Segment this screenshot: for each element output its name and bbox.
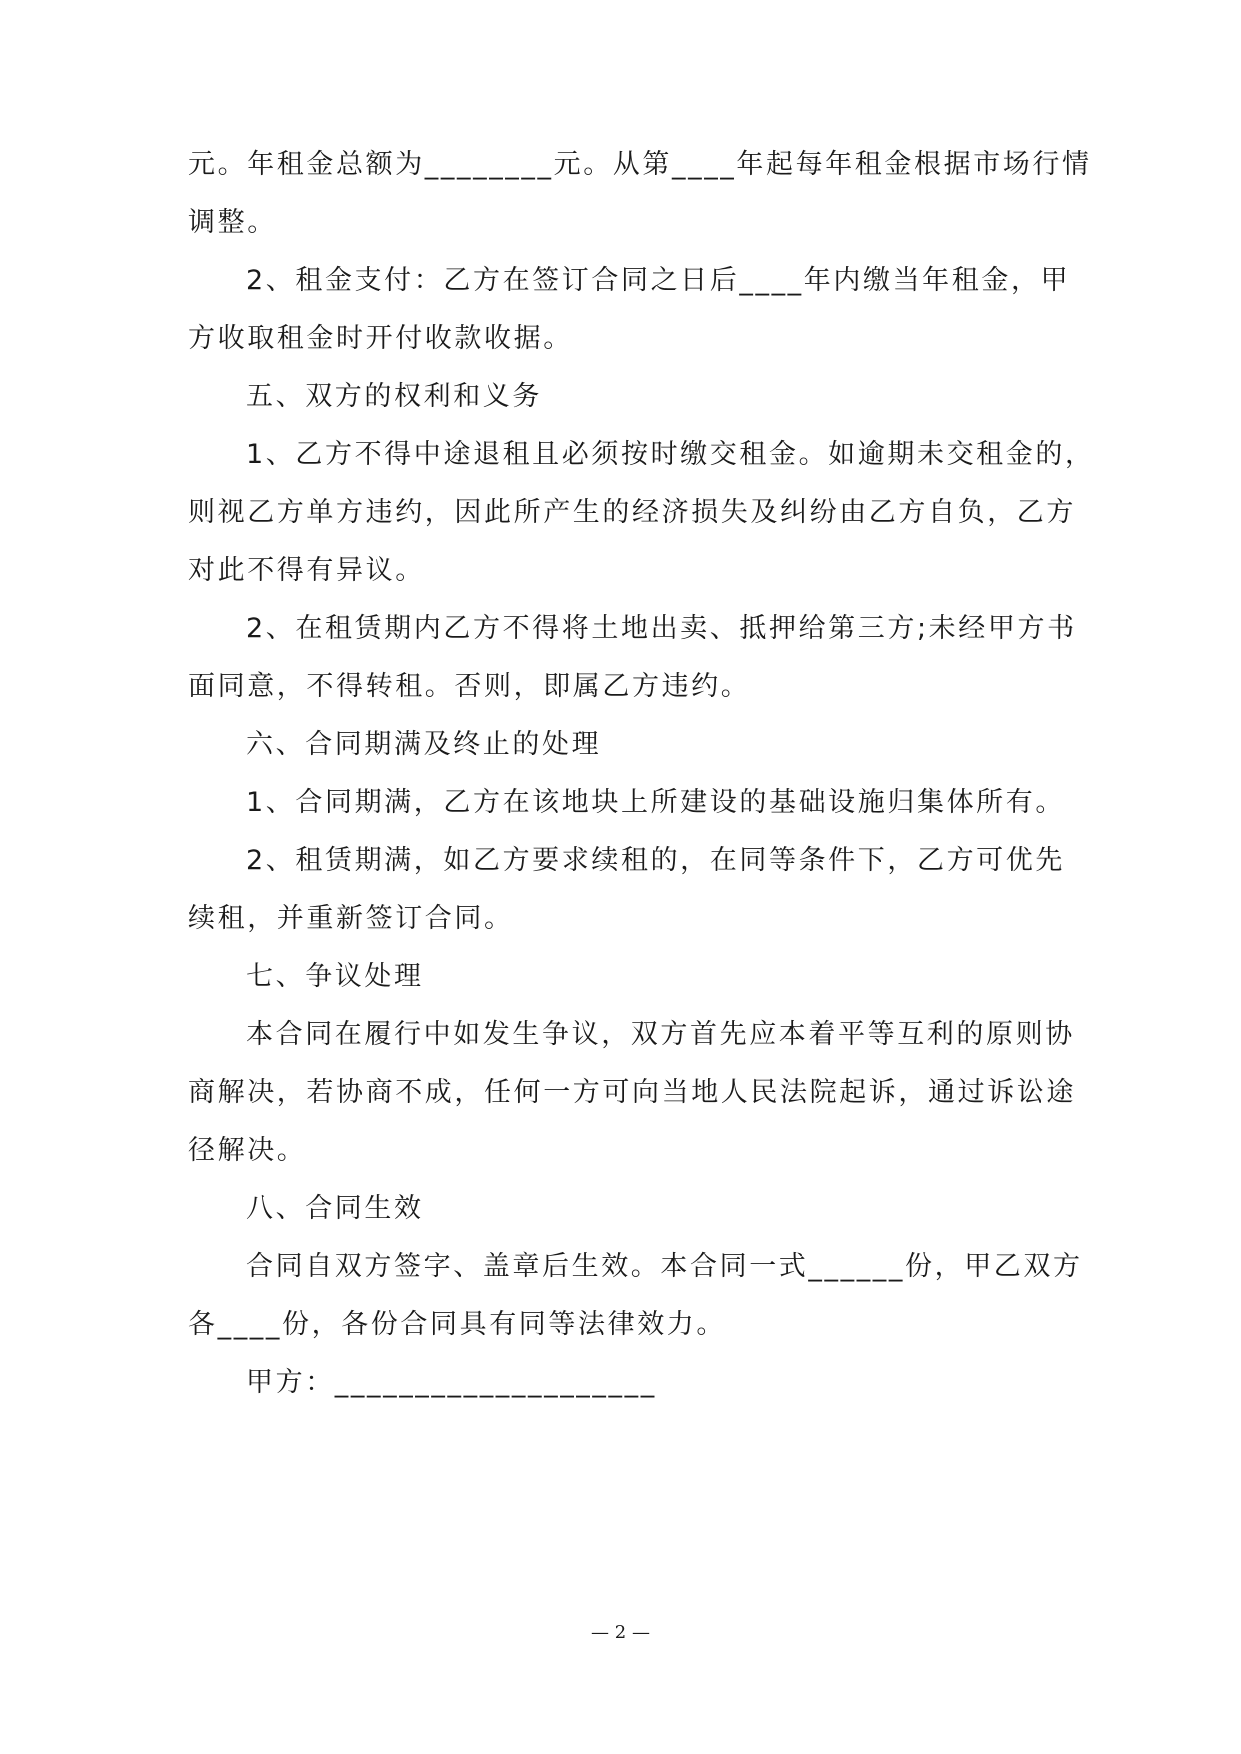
text-line: 续租，并重新签订合同。 <box>188 903 514 934</box>
text-line: 2、租金支付：乙方在签订合同之日后____年内缴当年租金，甲 <box>246 265 1071 296</box>
section-heading: 八、合同生效 <box>246 1193 424 1224</box>
text-line: 商解决，若协商不成，任何一方可向当地人民法院起诉，通过诉讼途 <box>188 1077 1076 1108</box>
text-line: 1、乙方不得中途退租且必须按时缴交租金。如逾期未交租金的， <box>246 439 1095 470</box>
text-line: 合同自双方签字、盖章后生效。本合同一式______份，甲乙双方 <box>246 1251 1083 1282</box>
page-number: — 2 — <box>591 1622 650 1643</box>
text-line: 对此不得有异议。 <box>188 555 425 586</box>
text-line: 2、租赁期满，如乙方要求续租的，在同等条件下，乙方可优先 <box>246 845 1065 876</box>
text-line: 调整。 <box>188 207 277 238</box>
section-heading: 七、争议处理 <box>246 961 424 992</box>
text-line: 则视乙方单方违约，因此所产生的经济损失及纠纷由乙方自负，乙方 <box>188 497 1076 528</box>
text-line: 径解决。 <box>188 1135 307 1166</box>
section-heading: 五、双方的权利和义务 <box>246 381 542 412</box>
signature-line: 甲方：____________________ <box>246 1367 657 1398</box>
text-line: 2、在租赁期内乙方不得将土地出卖、抵押给第三方;未经甲方书 <box>246 613 1077 644</box>
text-line: 方收取租金时开付收款收据。 <box>188 323 573 354</box>
text-line: 1、合同期满，乙方在该地块上所建设的基础设施归集体所有。 <box>246 787 1065 818</box>
text-line: 各____份，各份合同具有同等法律效力。 <box>188 1309 726 1340</box>
text-line: 本合同在履行中如发生争议，双方首先应本着平等互利的原则协 <box>246 1019 1075 1050</box>
section-heading: 六、合同期满及终止的处理 <box>246 729 602 760</box>
text-line: 元。年租金总额为________元。从第____年起每年租金根据市场行情 <box>188 149 1092 180</box>
text-line: 面同意，不得转租。否则，即属乙方违约。 <box>188 671 751 702</box>
